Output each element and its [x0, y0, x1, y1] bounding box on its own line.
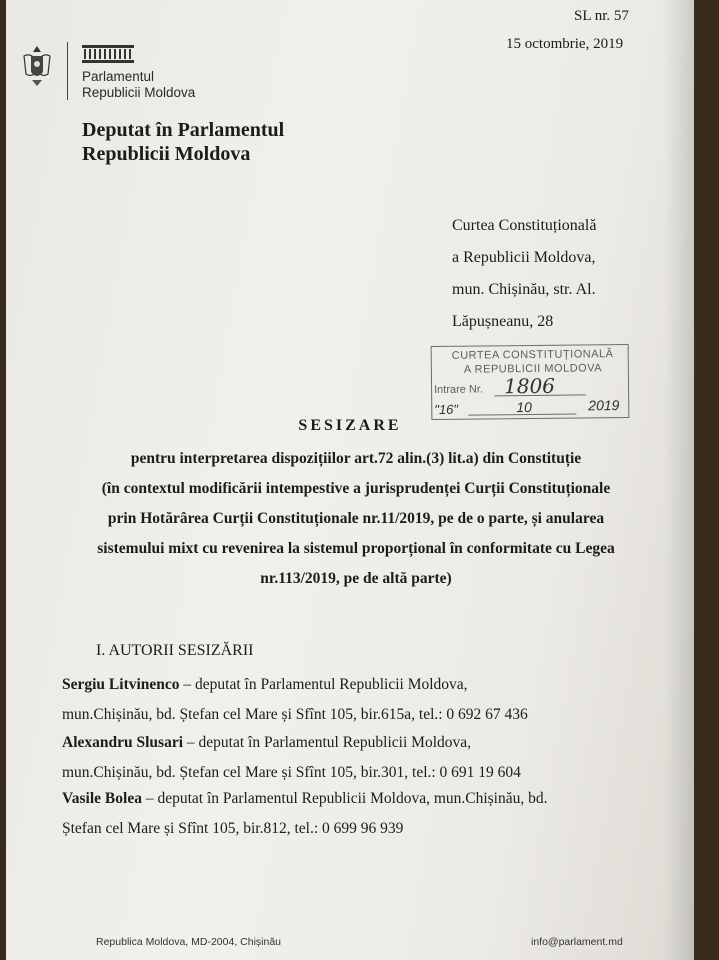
- sender-title-line2: Republicii Moldova: [82, 143, 251, 165]
- organization-name-line1: Parlamentul: [82, 69, 155, 84]
- author-entry: [62, 784, 638, 844]
- parliament-logo-icon: [82, 45, 134, 63]
- stamp-month: 10: [516, 398, 532, 416]
- addressee-line4: Lăpușneanu, 28: [452, 313, 554, 330]
- author-name: Vasile Bolea: [62, 790, 142, 807]
- author-entry: [62, 670, 638, 730]
- author-name: Alexandru Slusari: [62, 734, 184, 751]
- reference-number: SL nr. 57: [574, 8, 629, 24]
- stamp-line2: A REPUBLICII MOLDOVA: [463, 362, 603, 376]
- subject-line: prin Hotărârea Curții Constituționale nr.11/2019, pe de o parte, și anularea: [107, 510, 605, 527]
- subject-line: nr.113/2019, pe de altă parte): [260, 570, 452, 587]
- addressee-block: [452, 210, 596, 338]
- stamp-day: "16": [434, 401, 459, 418]
- document-subject: [46, 444, 666, 594]
- author-line: [62, 784, 638, 814]
- page-edge-shadow: [664, 0, 694, 960]
- footer-address: Republica Moldova, MD-2004, Chișinău: [96, 936, 282, 948]
- addressee-line1: Curtea Constituțională: [452, 217, 597, 234]
- addressee-line2: a Republicii Moldova,: [452, 249, 596, 266]
- sender-title: [82, 118, 284, 166]
- organization-name: [82, 69, 195, 101]
- section-heading: I. AUTORII SESIZĂRII: [96, 642, 254, 659]
- stamp-entry-number: 1806: [503, 373, 556, 399]
- subject-line: sistemului mixt cu revenirea la sistemul proporțional în conformitate cu Legea: [97, 540, 615, 557]
- author-contact: Ștefan cel Mare și Sfînt 105, bir.812, tel.: 0 699 96 939: [62, 820, 404, 837]
- subject-line: pentru interpretarea dispozițiilor art.72 alin.(3) lit.a) din Constituție: [130, 450, 582, 467]
- organization-name-line2: Republicii Moldova: [82, 85, 196, 100]
- document-title: SESIZARE: [298, 417, 402, 434]
- author-entry: [62, 728, 638, 788]
- registration-stamp: [431, 344, 630, 420]
- author-name: Sergiu Litvinenco: [62, 676, 180, 693]
- logo-divider: [67, 42, 68, 100]
- document-page: [6, 0, 694, 960]
- stamp-year: 2019: [588, 397, 620, 414]
- addressee-line3: mun. Chișinău, str. Al.: [452, 281, 596, 298]
- document-date: 15 octombrie, 2019: [506, 36, 624, 52]
- author-line: [62, 728, 638, 758]
- author-role: – deputat în Parlamentul Republicii Moldova, mun.Chișinău, bd.: [141, 790, 548, 807]
- sender-title-line1: Deputat în Parlamentul: [82, 119, 285, 141]
- author-role: – deputat în Parlamentul Republicii Moldova,: [179, 676, 468, 693]
- author-contact: mun.Chișinău, bd. Ștefan cel Mare și Sfînt 105, bir.301, tel.: 0 691 19 604: [62, 764, 521, 781]
- stamp-entry-label: Intrare Nr.: [434, 383, 484, 397]
- author-role: – deputat în Parlamentul Republicii Moldova,: [183, 734, 472, 751]
- footer-email: info@parlament.md: [531, 936, 623, 948]
- stamp-line1: CURTEA CONSTITUȚIONALĂ: [451, 348, 614, 362]
- author-contact: mun.Chișinău, bd. Ștefan cel Mare și Sfînt 105, bir.615a, tel.: 0 692 67 436: [62, 706, 528, 723]
- coat-of-arms-icon: [20, 44, 54, 88]
- author-line: [62, 670, 638, 700]
- subject-line: (în contextul modificării intempestive a jurisprudenței Curții Constituționale: [101, 480, 611, 497]
